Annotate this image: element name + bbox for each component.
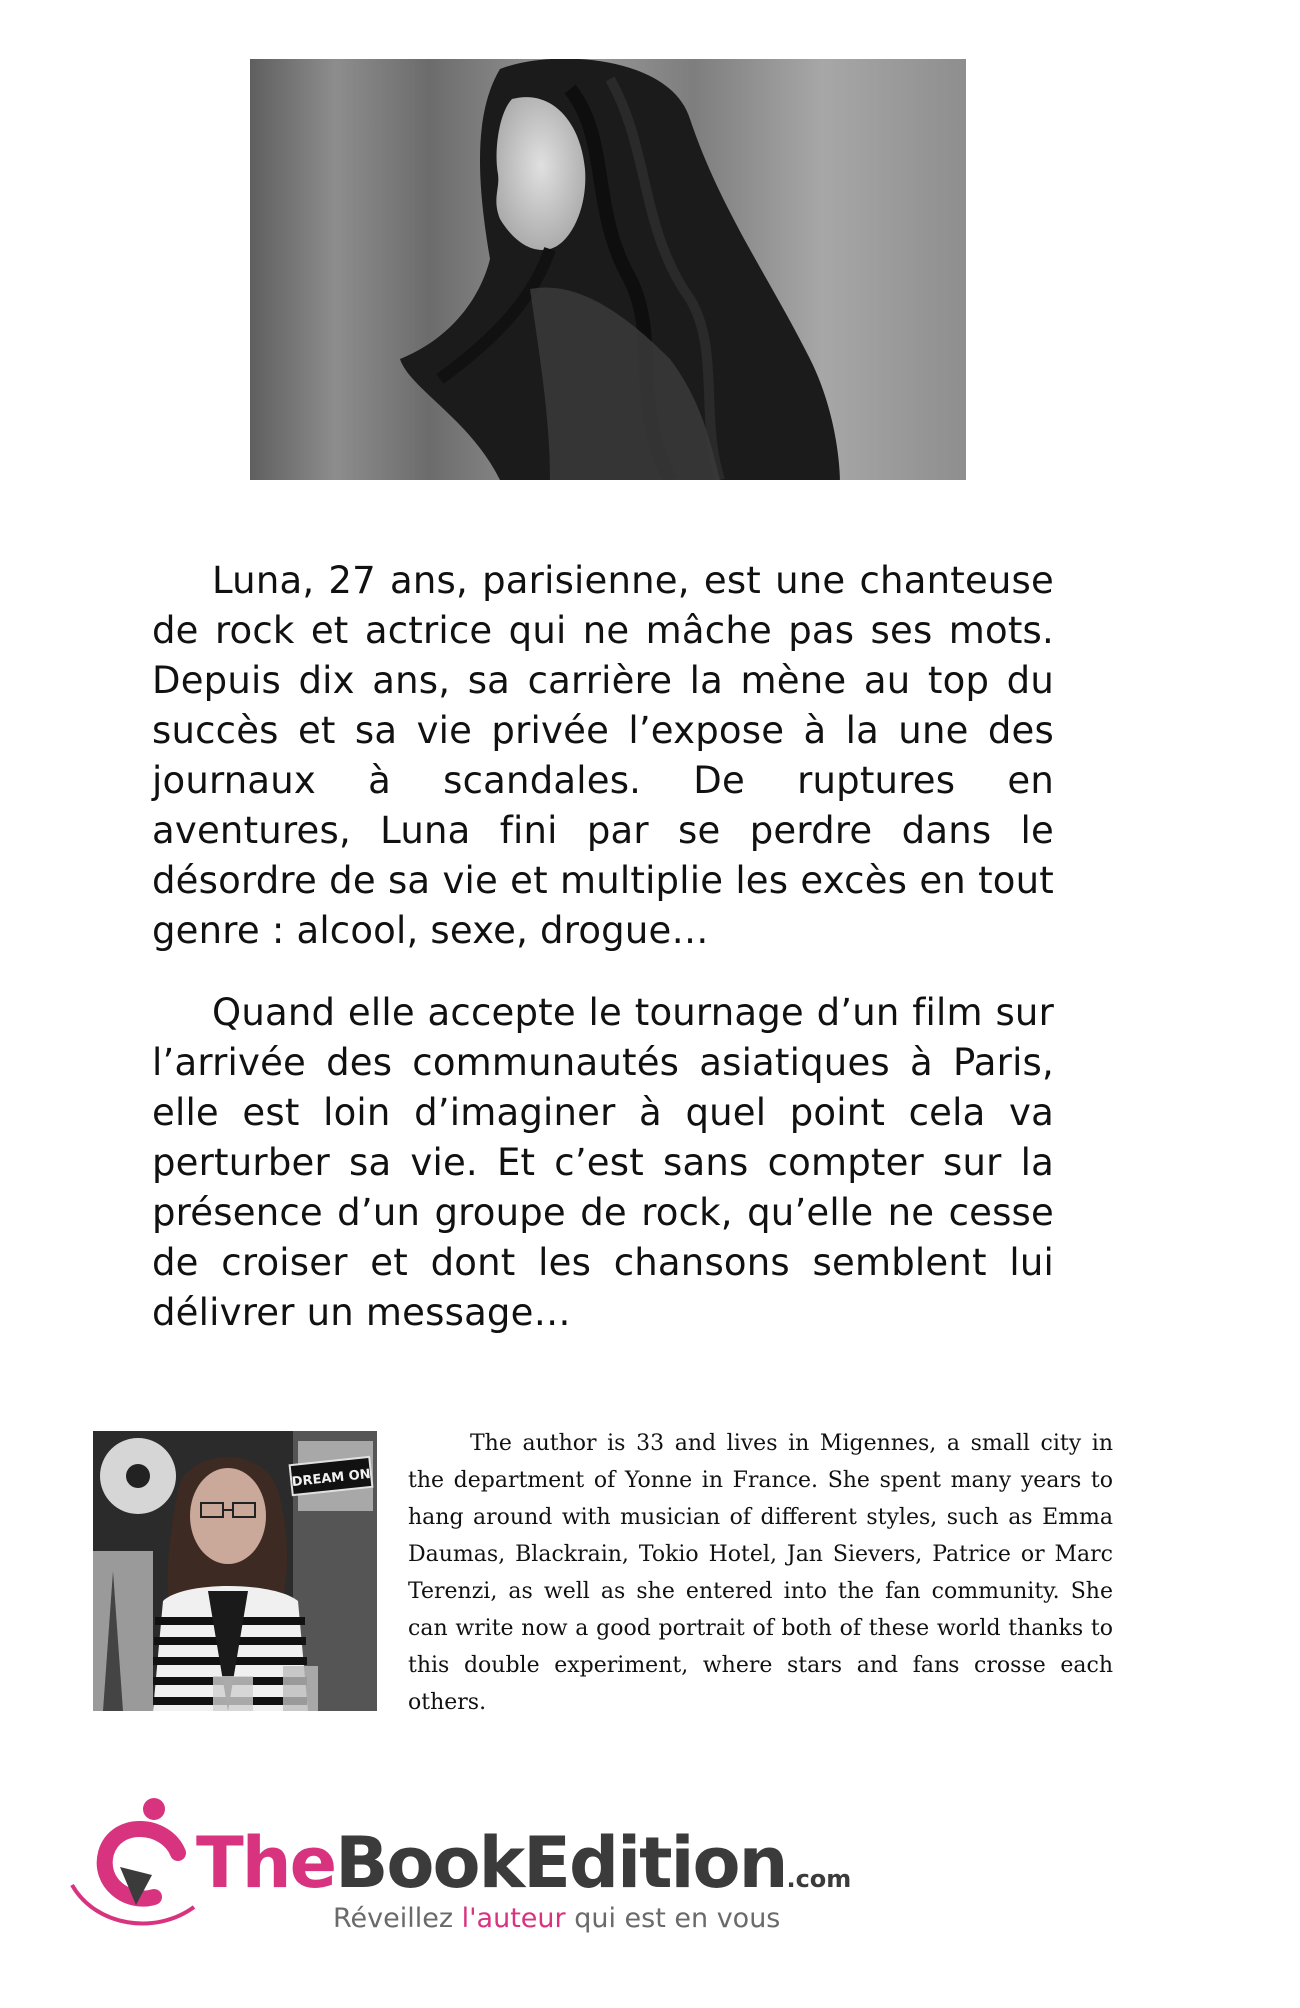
- publisher-logo-icon: [66, 1795, 196, 1935]
- tagline-accent: l'auteur: [461, 1903, 566, 1934]
- wordmark-domain: .com: [786, 1865, 852, 1893]
- publisher-tagline: [333, 1903, 780, 1934]
- blurb-paragraph: Quand elle accepte le tournage d’un film sur l’arrivée des communautés asiatiques à Paris, elle est loin d’imaginer à quel point cela va perturber sa vie. Et c’est sans compter sur la présence d’un groupe de rock, qu’elle ne cesse de croiser et dont les chansons semblent lui délivrer un message…: [152, 991, 1054, 1334]
- publisher-wordmark: [196, 1822, 852, 1914]
- author-bio-text: The author is 33 and lives in Migennes, a small city in the department of Yonne in France. She spent many years to hang around with musician of different styles, such as Emma Daumas, Blackrain, Tokio Hotel, Jan Sievers, Patrice or Marc Terenzi, as well as she entered into the fan community. She can write now a good portrait of both of these world thanks to this double experiment, where stars and fans crosse each others.: [408, 1431, 1113, 1715]
- cover-photo-illustration: [250, 59, 966, 480]
- wordmark-the: The: [196, 1822, 336, 1904]
- book-blurb: [152, 556, 1054, 1370]
- tagline-end: qui est en vous: [565, 1903, 781, 1934]
- wordmark-bookedition: BookEdition: [335, 1822, 787, 1904]
- blurb-paragraph: Luna, 27 ans, parisienne, est une chanteuse de rock et actrice qui ne mâche pas ses mots. Depuis dix ans, sa carrière la mène au top du succès et sa vie privée l’expose à la une des journaux à scandales. De ruptures en aventures, Luna fini par se perdre dans le désordre de sa vie et multiplie les excès en tout genre : alcool, sexe, drogue…: [152, 559, 1054, 952]
- tagline-start: Réveillez: [333, 1903, 462, 1934]
- author-photo: [93, 1431, 377, 1711]
- cover-photo: [250, 59, 966, 480]
- author-bio: [408, 1425, 1113, 1721]
- publisher-logo: [66, 1795, 866, 1945]
- dream-on-sign: DREAM ON: [291, 1466, 372, 1491]
- author-photo-illustration: [93, 1431, 377, 1711]
